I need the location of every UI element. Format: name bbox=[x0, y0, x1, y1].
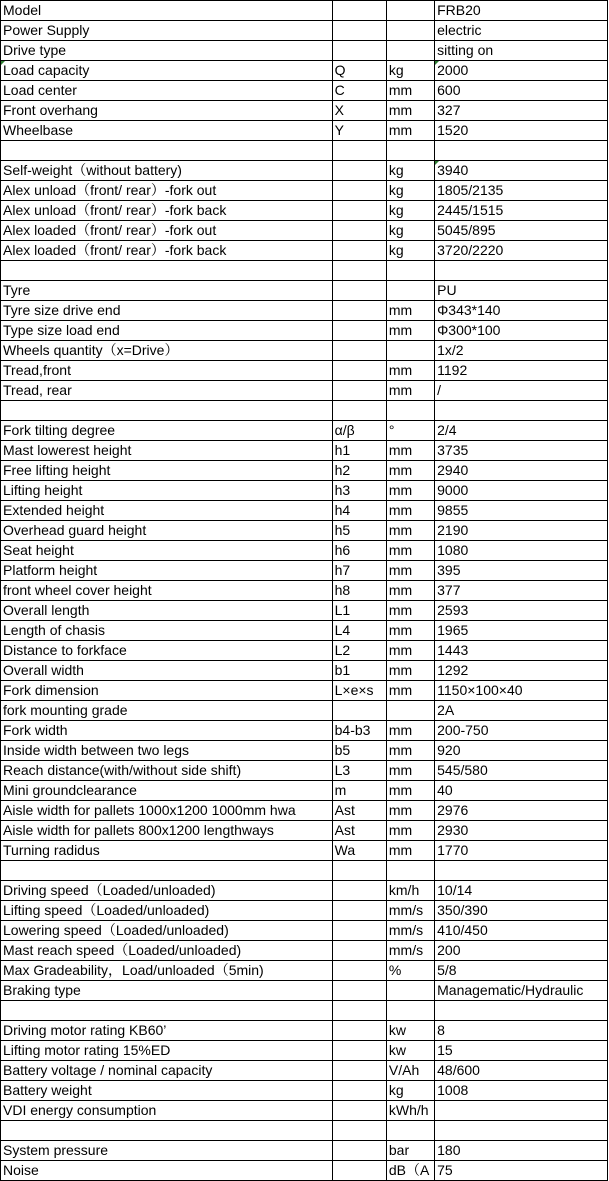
symbol-cell[interactable] bbox=[332, 1061, 386, 1081]
table-row bbox=[1, 861, 608, 881]
symbol-cell[interactable]: b5 bbox=[332, 741, 386, 761]
value-cell[interactable]: 3940 bbox=[435, 161, 608, 181]
value-cell[interactable]: 1192 bbox=[435, 361, 608, 381]
table-row bbox=[1, 101, 608, 121]
parameter-cell[interactable]: Platform height bbox=[1, 561, 333, 581]
value-cell[interactable]: 1805/2135 bbox=[435, 181, 608, 201]
unit-cell[interactable]: kg bbox=[386, 181, 434, 201]
table-row bbox=[1, 701, 608, 721]
value-cell[interactable]: 327 bbox=[435, 101, 608, 121]
table-row bbox=[1, 641, 608, 661]
value-cell[interactable]: / bbox=[435, 381, 608, 401]
symbol-cell[interactable] bbox=[332, 1121, 386, 1141]
value-cell[interactable]: 5/8 bbox=[435, 961, 608, 981]
symbol-cell[interactable] bbox=[332, 1141, 386, 1161]
unit-cell[interactable]: mm bbox=[386, 301, 434, 321]
unit-cell[interactable]: mm bbox=[386, 641, 434, 661]
value-cell[interactable]: 1292 bbox=[435, 661, 608, 681]
value-cell[interactable]: 10/14 bbox=[435, 881, 608, 901]
parameter-cell[interactable]: Braking type bbox=[1, 981, 333, 1001]
parameter-cell[interactable]: Extended height bbox=[1, 501, 333, 521]
table-row bbox=[1, 661, 608, 681]
parameter-cell[interactable]: Tread,front bbox=[1, 361, 333, 381]
symbol-cell[interactable]: Q bbox=[332, 61, 386, 81]
table-row bbox=[1, 601, 608, 621]
value-cell[interactable]: 75 bbox=[435, 1161, 608, 1181]
table-row bbox=[1, 1001, 608, 1021]
symbol-cell[interactable]: h6 bbox=[332, 541, 386, 561]
parameter-cell[interactable]: fork mounting grade bbox=[1, 701, 333, 721]
symbol-cell[interactable]: h3 bbox=[332, 481, 386, 501]
table-row bbox=[1, 561, 608, 581]
value-cell[interactable]: 395 bbox=[435, 561, 608, 581]
parameter-cell[interactable]: Type size load end bbox=[1, 321, 333, 341]
parameter-cell[interactable]: VDI energy consumption bbox=[1, 1101, 333, 1121]
unit-cell[interactable]: mm bbox=[386, 601, 434, 621]
symbol-cell[interactable] bbox=[332, 1081, 386, 1101]
unit-cell[interactable]: V/Ah bbox=[386, 1061, 434, 1081]
unit-cell[interactable]: mm bbox=[386, 321, 434, 341]
table-row bbox=[1, 141, 608, 161]
symbol-cell[interactable] bbox=[332, 21, 386, 41]
unit-cell[interactable] bbox=[386, 141, 434, 161]
value-cell[interactable]: 1x/2 bbox=[435, 341, 608, 361]
symbol-cell[interactable] bbox=[332, 281, 386, 301]
table-row bbox=[1, 321, 608, 341]
table-row bbox=[1, 461, 608, 481]
unit-cell[interactable]: mm bbox=[386, 381, 434, 401]
unit-cell[interactable] bbox=[386, 701, 434, 721]
table-row bbox=[1, 81, 608, 101]
table-row bbox=[1, 181, 608, 201]
symbol-cell[interactable] bbox=[332, 321, 386, 341]
parameter-cell[interactable]: Self-weight（without battery) bbox=[1, 161, 333, 181]
unit-cell[interactable]: mm bbox=[386, 801, 434, 821]
value-cell[interactable]: electric bbox=[435, 21, 608, 41]
symbol-cell[interactable]: Y bbox=[332, 121, 386, 141]
symbol-cell[interactable] bbox=[332, 301, 386, 321]
value-cell[interactable]: 2976 bbox=[435, 801, 608, 821]
value-cell[interactable]: 2930 bbox=[435, 821, 608, 841]
value-cell[interactable]: 1080 bbox=[435, 541, 608, 561]
symbol-cell[interactable] bbox=[332, 861, 386, 881]
unit-cell[interactable]: mm bbox=[386, 761, 434, 781]
unit-cell[interactable] bbox=[386, 341, 434, 361]
table-row bbox=[1, 741, 608, 761]
table-row bbox=[1, 341, 608, 361]
table-row bbox=[1, 1061, 608, 1081]
parameter-cell[interactable]: Overall width bbox=[1, 661, 333, 681]
symbol-cell[interactable] bbox=[332, 1101, 386, 1121]
value-cell[interactable] bbox=[435, 141, 608, 161]
table-row bbox=[1, 781, 608, 801]
unit-cell[interactable]: mm bbox=[386, 841, 434, 861]
value-cell[interactable] bbox=[435, 861, 608, 881]
symbol-cell[interactable]: b1 bbox=[332, 661, 386, 681]
parameter-cell[interactable]: Aisle width for pallets 800x1200 lengthways bbox=[1, 821, 333, 841]
parameter-cell[interactable]: Wheels quantity（x=Drive） bbox=[1, 341, 333, 361]
value-cell[interactable]: 40 bbox=[435, 781, 608, 801]
value-cell[interactable] bbox=[435, 401, 608, 421]
table-row bbox=[1, 1081, 608, 1101]
parameter-cell[interactable]: Overall length bbox=[1, 601, 333, 621]
table-row bbox=[1, 581, 608, 601]
symbol-cell[interactable] bbox=[332, 201, 386, 221]
table-row bbox=[1, 381, 608, 401]
symbol-cell[interactable]: Ast bbox=[332, 801, 386, 821]
unit-cell[interactable]: kg bbox=[386, 1081, 434, 1101]
symbol-cell[interactable]: L1 bbox=[332, 601, 386, 621]
parameter-cell[interactable]: Fork dimension bbox=[1, 681, 333, 701]
unit-cell[interactable] bbox=[386, 21, 434, 41]
unit-cell[interactable]: kg bbox=[386, 201, 434, 221]
value-cell[interactable]: 2940 bbox=[435, 461, 608, 481]
parameter-cell[interactable]: Driving motor rating KB60’ bbox=[1, 1021, 333, 1041]
symbol-cell[interactable]: C bbox=[332, 81, 386, 101]
symbol-cell[interactable]: m bbox=[332, 781, 386, 801]
unit-cell[interactable]: mm bbox=[386, 121, 434, 141]
table-row bbox=[1, 621, 608, 641]
symbol-cell[interactable] bbox=[332, 981, 386, 1001]
unit-cell[interactable]: mm bbox=[386, 481, 434, 501]
symbol-cell[interactable] bbox=[332, 1161, 386, 1181]
unit-cell[interactable]: mm/s bbox=[386, 901, 434, 921]
table-row bbox=[1, 161, 608, 181]
parameter-cell[interactable]: Turning radidus bbox=[1, 841, 333, 861]
parameter-cell[interactable]: Model bbox=[1, 1, 333, 21]
unit-cell[interactable]: ° bbox=[386, 421, 434, 441]
unit-cell[interactable] bbox=[386, 861, 434, 881]
parameter-cell[interactable]: Wheelbase bbox=[1, 121, 333, 141]
unit-cell[interactable]: mm bbox=[386, 781, 434, 801]
symbol-cell[interactable] bbox=[332, 261, 386, 281]
table-row bbox=[1, 1121, 608, 1141]
table-row bbox=[1, 681, 608, 701]
table-row bbox=[1, 901, 608, 921]
value-cell[interactable]: 1150×100×40 bbox=[435, 681, 608, 701]
value-cell[interactable]: 600 bbox=[435, 81, 608, 101]
symbol-cell[interactable] bbox=[332, 881, 386, 901]
parameter-cell[interactable]: Noise bbox=[1, 1161, 333, 1181]
value-cell[interactable] bbox=[435, 1101, 608, 1121]
parameter-cell[interactable]: Inside width between two legs bbox=[1, 741, 333, 761]
unit-cell[interactable]: mm bbox=[386, 681, 434, 701]
unit-cell[interactable]: % bbox=[386, 961, 434, 981]
parameter-cell[interactable]: Alex unload（front/ rear）-fork out bbox=[1, 181, 333, 201]
table-row bbox=[1, 941, 608, 961]
value-cell[interactable]: 545/580 bbox=[435, 761, 608, 781]
unit-cell[interactable] bbox=[386, 41, 434, 61]
symbol-cell[interactable] bbox=[332, 181, 386, 201]
symbol-cell[interactable]: L3 bbox=[332, 761, 386, 781]
table-row bbox=[1, 301, 608, 321]
table-row bbox=[1, 961, 608, 981]
table-row bbox=[1, 881, 608, 901]
parameter-cell[interactable]: Tread, rear bbox=[1, 381, 333, 401]
unit-cell[interactable]: mm bbox=[386, 821, 434, 841]
parameter-cell[interactable]: Lifting motor rating 15%ED bbox=[1, 1041, 333, 1061]
unit-cell[interactable]: kw bbox=[386, 1021, 434, 1041]
symbol-cell[interactable]: L×e×s bbox=[332, 681, 386, 701]
unit-cell[interactable]: km/h bbox=[386, 881, 434, 901]
value-cell[interactable]: Φ300*100 bbox=[435, 321, 608, 341]
parameter-cell[interactable]: Length of chasis bbox=[1, 621, 333, 641]
unit-cell[interactable]: mm bbox=[386, 621, 434, 641]
parameter-cell[interactable]: Mini groundclearance bbox=[1, 781, 333, 801]
table-row bbox=[1, 441, 608, 461]
value-cell[interactable]: sitting on bbox=[435, 41, 608, 61]
symbol-cell[interactable]: h7 bbox=[332, 561, 386, 581]
unit-cell[interactable]: mm bbox=[386, 501, 434, 521]
value-cell[interactable]: 920 bbox=[435, 741, 608, 761]
table-row bbox=[1, 1021, 608, 1041]
unit-cell[interactable] bbox=[386, 261, 434, 281]
value-cell[interactable]: 8 bbox=[435, 1021, 608, 1041]
unit-cell[interactable]: bar bbox=[386, 1141, 434, 1161]
symbol-cell[interactable]: h2 bbox=[332, 461, 386, 481]
parameter-cell[interactable]: Fork tilting degree bbox=[1, 421, 333, 441]
parameter-cell[interactable] bbox=[1, 141, 333, 161]
value-cell[interactable]: FRB20 bbox=[435, 1, 608, 21]
parameter-cell[interactable]: Tyre size drive end bbox=[1, 301, 333, 321]
table-row bbox=[1, 541, 608, 561]
table-row bbox=[1, 1101, 608, 1121]
parameter-cell[interactable]: front wheel cover height bbox=[1, 581, 333, 601]
value-cell[interactable]: Managematic/Hydraulic bbox=[435, 981, 608, 1001]
unit-cell[interactable]: kg bbox=[386, 241, 434, 261]
unit-cell[interactable]: mm bbox=[386, 81, 434, 101]
table-row bbox=[1, 201, 608, 221]
unit-cell[interactable]: mm bbox=[386, 581, 434, 601]
unit-cell[interactable]: mm bbox=[386, 561, 434, 581]
parameter-cell[interactable]: Lifting height bbox=[1, 481, 333, 501]
table-row bbox=[1, 61, 608, 81]
parameter-cell[interactable]: Aisle width for pallets 1000x1200 1000mm hwa bbox=[1, 801, 333, 821]
parameter-cell[interactable]: Battery voltage / nominal capacity bbox=[1, 1061, 333, 1081]
value-cell[interactable]: 1770 bbox=[435, 841, 608, 861]
table-row bbox=[1, 1141, 608, 1161]
symbol-cell[interactable]: h4 bbox=[332, 501, 386, 521]
value-cell[interactable]: 2A bbox=[435, 701, 608, 721]
symbol-cell[interactable] bbox=[332, 1001, 386, 1021]
symbol-cell[interactable]: b4-b3 bbox=[332, 721, 386, 741]
value-cell[interactable]: 200 bbox=[435, 941, 608, 961]
value-cell[interactable]: 9000 bbox=[435, 481, 608, 501]
value-cell[interactable]: 2/4 bbox=[435, 421, 608, 441]
value-cell[interactable]: 9855 bbox=[435, 501, 608, 521]
parameter-cell[interactable]: Max Gradeability，Load/unloaded（5min) bbox=[1, 961, 333, 981]
parameter-cell[interactable]: Driving speed（Loaded/unloaded) bbox=[1, 881, 333, 901]
value-cell[interactable]: 1520 bbox=[435, 121, 608, 141]
unit-cell[interactable]: mm bbox=[386, 661, 434, 681]
unit-cell[interactable]: kg bbox=[386, 221, 434, 241]
unit-cell[interactable] bbox=[386, 281, 434, 301]
unit-cell[interactable]: mm bbox=[386, 461, 434, 481]
parameter-cell[interactable]: Front overhang bbox=[1, 101, 333, 121]
unit-cell[interactable]: mm bbox=[386, 541, 434, 561]
parameter-cell[interactable]: Battery weight bbox=[1, 1081, 333, 1101]
symbol-cell[interactable]: h8 bbox=[332, 581, 386, 601]
symbol-cell[interactable] bbox=[332, 221, 386, 241]
table-row bbox=[1, 41, 608, 61]
parameter-cell[interactable]: Lowering speed（Loaded/unloaded) bbox=[1, 921, 333, 941]
table-row bbox=[1, 721, 608, 741]
table-row bbox=[1, 361, 608, 381]
value-cell[interactable]: 350/390 bbox=[435, 901, 608, 921]
value-cell[interactable]: 3720/2220 bbox=[435, 241, 608, 261]
value-cell[interactable]: PU bbox=[435, 281, 608, 301]
value-cell[interactable]: 1008 bbox=[435, 1081, 608, 1101]
symbol-cell[interactable] bbox=[332, 361, 386, 381]
parameter-cell[interactable] bbox=[1, 1121, 333, 1141]
spec-table-body bbox=[1, 1, 608, 1181]
parameter-cell[interactable]: Free lifting height bbox=[1, 461, 333, 481]
parameter-cell[interactable]: Mast reach speed（Loaded/unloaded) bbox=[1, 941, 333, 961]
table-row bbox=[1, 421, 608, 441]
parameter-cell[interactable]: System pressure bbox=[1, 1141, 333, 1161]
unit-cell[interactable]: mm bbox=[386, 521, 434, 541]
value-cell[interactable]: 3735 bbox=[435, 441, 608, 461]
symbol-cell[interactable]: h1 bbox=[332, 441, 386, 461]
symbol-cell[interactable] bbox=[332, 921, 386, 941]
table-row bbox=[1, 1161, 608, 1181]
symbol-cell[interactable] bbox=[332, 1041, 386, 1061]
symbol-cell[interactable]: Wa bbox=[332, 841, 386, 861]
value-cell[interactable]: 15 bbox=[435, 1041, 608, 1061]
table-row bbox=[1, 261, 608, 281]
value-cell[interactable]: 5045/895 bbox=[435, 221, 608, 241]
value-cell[interactable]: 2000 bbox=[435, 61, 608, 81]
table-row bbox=[1, 761, 608, 781]
table-row bbox=[1, 401, 608, 421]
symbol-cell[interactable]: α/β bbox=[332, 421, 386, 441]
value-cell[interactable]: 2593 bbox=[435, 601, 608, 621]
symbol-cell[interactable] bbox=[332, 901, 386, 921]
parameter-cell[interactable]: Mast lowerest height bbox=[1, 441, 333, 461]
symbol-cell[interactable] bbox=[332, 1, 386, 21]
symbol-cell[interactable] bbox=[332, 241, 386, 261]
value-cell[interactable]: 1443 bbox=[435, 641, 608, 661]
symbol-cell[interactable] bbox=[332, 401, 386, 421]
unit-cell[interactable]: mm/s bbox=[386, 921, 434, 941]
unit-cell[interactable]: kg bbox=[386, 61, 434, 81]
table-row bbox=[1, 221, 608, 241]
value-cell[interactable]: 377 bbox=[435, 581, 608, 601]
unit-cell[interactable]: kw bbox=[386, 1041, 434, 1061]
symbol-cell[interactable] bbox=[332, 161, 386, 181]
parameter-cell[interactable]: Alex unload（front/ rear）-fork back bbox=[1, 201, 333, 221]
parameter-cell[interactable]: Load center bbox=[1, 81, 333, 101]
value-cell[interactable]: Φ343*140 bbox=[435, 301, 608, 321]
value-cell[interactable]: 410/450 bbox=[435, 921, 608, 941]
unit-cell[interactable]: mm bbox=[386, 721, 434, 741]
value-cell[interactable]: 180 bbox=[435, 1141, 608, 1161]
parameter-cell[interactable]: Reach distance(with/without side shift) bbox=[1, 761, 333, 781]
value-cell[interactable]: 2445/1515 bbox=[435, 201, 608, 221]
unit-cell[interactable]: mm bbox=[386, 741, 434, 761]
table-row bbox=[1, 841, 608, 861]
value-cell[interactable] bbox=[435, 1001, 608, 1021]
symbol-cell[interactable] bbox=[332, 341, 386, 361]
table-row bbox=[1, 21, 608, 41]
unit-cell[interactable] bbox=[386, 981, 434, 1001]
symbol-cell[interactable] bbox=[332, 941, 386, 961]
unit-cell[interactable]: mm/s bbox=[386, 941, 434, 961]
parameter-cell[interactable]: Load capacity bbox=[1, 61, 333, 81]
table-row bbox=[1, 1, 608, 21]
value-cell[interactable]: 2190 bbox=[435, 521, 608, 541]
parameter-cell[interactable]: Fork width bbox=[1, 721, 333, 741]
table-row bbox=[1, 521, 608, 541]
value-cell[interactable] bbox=[435, 261, 608, 281]
unit-cell[interactable]: kg bbox=[386, 161, 434, 181]
parameter-cell[interactable] bbox=[1, 861, 333, 881]
unit-cell[interactable] bbox=[386, 401, 434, 421]
symbol-cell[interactable] bbox=[332, 961, 386, 981]
parameter-cell[interactable]: Distance to forkface bbox=[1, 641, 333, 661]
table-row bbox=[1, 1041, 608, 1061]
parameter-cell[interactable]: Overhead guard height bbox=[1, 521, 333, 541]
table-row bbox=[1, 481, 608, 501]
parameter-cell[interactable] bbox=[1, 1001, 333, 1021]
unit-cell[interactable]: kWh/h bbox=[386, 1101, 434, 1121]
table-row bbox=[1, 281, 608, 301]
symbol-cell[interactable]: Ast bbox=[332, 821, 386, 841]
parameter-cell[interactable]: Alex loaded（front/ rear）-fork back bbox=[1, 241, 333, 261]
symbol-cell[interactable]: L2 bbox=[332, 641, 386, 661]
symbol-cell[interactable]: X bbox=[332, 101, 386, 121]
symbol-cell[interactable] bbox=[332, 381, 386, 401]
unit-cell[interactable]: mm bbox=[386, 361, 434, 381]
symbol-cell[interactable]: L4 bbox=[332, 621, 386, 641]
table-row bbox=[1, 501, 608, 521]
parameter-cell[interactable]: Alex loaded（front/ rear）-fork out bbox=[1, 221, 333, 241]
parameter-cell[interactable] bbox=[1, 401, 333, 421]
unit-cell[interactable] bbox=[386, 1001, 434, 1021]
value-cell[interactable] bbox=[435, 1121, 608, 1141]
parameter-cell[interactable]: Tyre bbox=[1, 281, 333, 301]
parameter-cell[interactable] bbox=[1, 261, 333, 281]
parameter-cell[interactable]: Power Supply bbox=[1, 21, 333, 41]
parameter-cell[interactable]: Drive type bbox=[1, 41, 333, 61]
parameter-cell[interactable]: Seat height bbox=[1, 541, 333, 561]
symbol-cell[interactable]: h5 bbox=[332, 521, 386, 541]
symbol-cell[interactable] bbox=[332, 1021, 386, 1041]
value-cell[interactable]: 1965 bbox=[435, 621, 608, 641]
unit-cell[interactable]: mm bbox=[386, 441, 434, 461]
unit-cell[interactable]: mm bbox=[386, 101, 434, 121]
table-row bbox=[1, 921, 608, 941]
unit-cell[interactable] bbox=[386, 1, 434, 21]
value-cell[interactable]: 200-750 bbox=[435, 721, 608, 741]
table-row bbox=[1, 121, 608, 141]
symbol-cell[interactable] bbox=[332, 701, 386, 721]
table-row bbox=[1, 821, 608, 841]
symbol-cell[interactable] bbox=[332, 41, 386, 61]
table-row bbox=[1, 801, 608, 821]
table-row bbox=[1, 981, 608, 1001]
unit-cell[interactable] bbox=[386, 1121, 434, 1141]
symbol-cell[interactable] bbox=[332, 141, 386, 161]
unit-cell[interactable]: dB（A bbox=[386, 1161, 434, 1181]
value-cell[interactable]: 48/600 bbox=[435, 1061, 608, 1081]
parameter-cell[interactable]: Lifting speed（Loaded/unloaded) bbox=[1, 901, 333, 921]
table-row bbox=[1, 241, 608, 261]
